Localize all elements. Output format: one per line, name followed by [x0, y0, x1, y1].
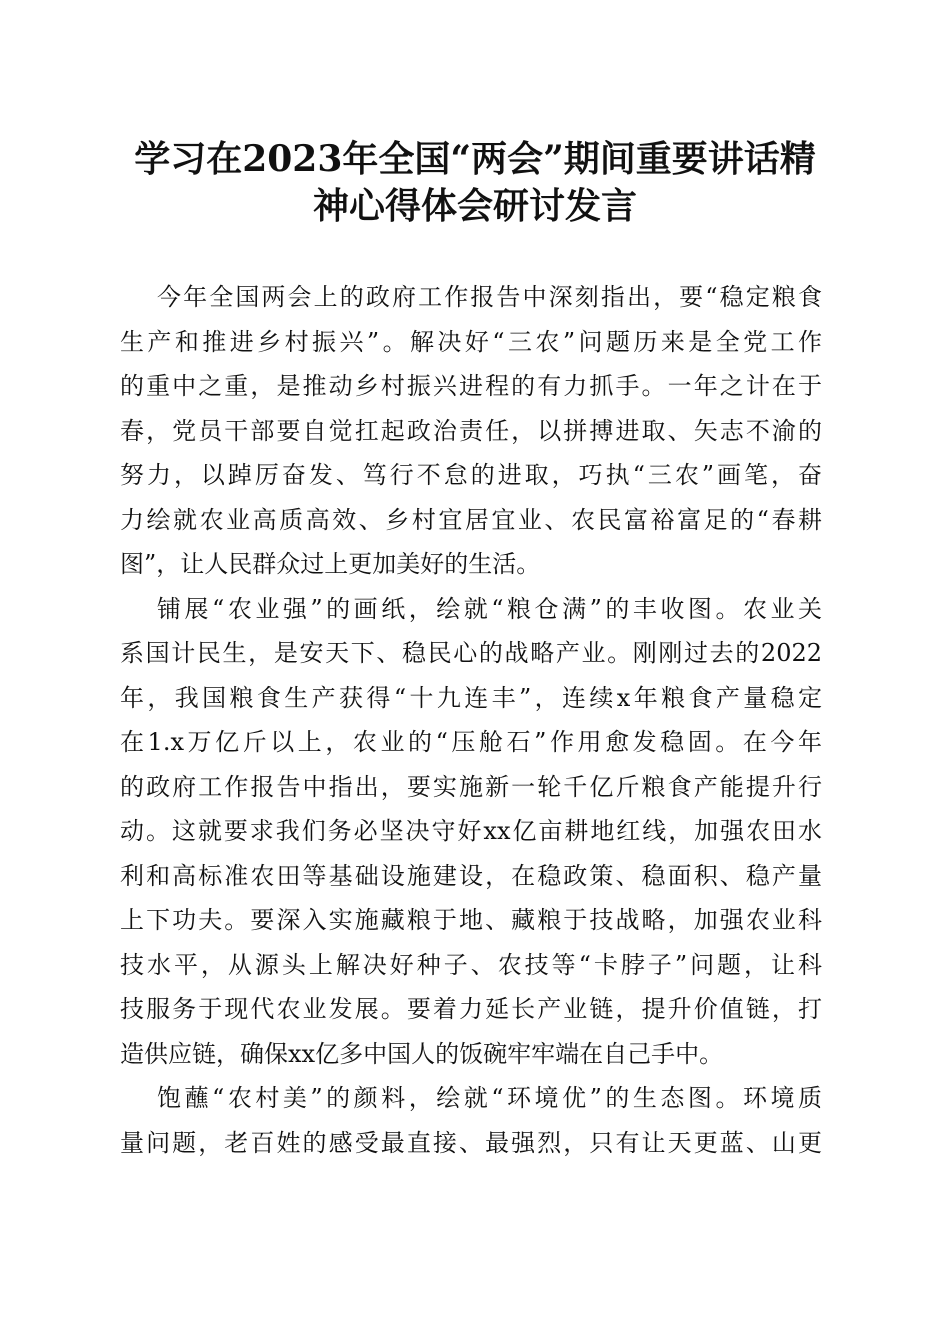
paragraph — [120, 275, 822, 587]
paragraph-line: 春，党员干部要自觉扛起政治责任，以拼搏进取、矢志不渝的 — [120, 416, 822, 445]
paragraph-line: 量问题，老百姓的感受最直接、最强烈，只有让天更蓝、山更 — [120, 1128, 822, 1157]
paragraph-line: 在1.x万亿斤以上，农业的“压舱石”作用愈发稳固。在今年 — [120, 728, 822, 756]
title-line: 学习在2023年全国“两会”期间重要讲话精 — [134, 138, 816, 180]
paragraph-line: 图”，让人民群众过上更加美好的生活。 — [120, 550, 541, 578]
paragraph-line: 生产和推进乡村振兴”。解决好“三农”问题历来是全党工作 — [120, 327, 822, 356]
paragraph-line: 上下功夫。要深入实施藏粮于地、藏粮于技战略，加强农业科 — [120, 906, 822, 934]
paragraph-line: 技服务于现代农业发展。要着力延长产业链，提升价值链，打 — [120, 995, 822, 1023]
paragraph-line: 的重中之重，是推动乡村振兴进程的有力抓手。一年之计在于 — [120, 372, 822, 400]
paragraph-line: 铺展“农业强”的画纸，绘就“粮仓满”的丰收图。农业关 — [157, 594, 822, 623]
paragraph-line: 系国计民生，是安天下、稳民心的战略产业。刚刚过去的2022 — [120, 639, 822, 667]
paragraph-line: 造供应链，确保xx亿多中国人的饭碗牢牢端在自己手中。 — [120, 1039, 724, 1068]
paragraph-line: 今年全国两会上的政府工作报告中深刻指出，要“稳定粮食 — [157, 283, 822, 311]
paragraph-line: 年，我国粮食生产获得“十九连丰”，连续x年粮食产量稳定 — [120, 683, 822, 712]
paragraph-line: 力绘就农业高质高效、乡村宜居宜业、农民富裕富足的“春耕 — [120, 505, 822, 534]
paragraph-line: 饱蘸“农村美”的颜料，绘就“环境优”的生态图。环境质 — [157, 1084, 822, 1112]
title-line: 神心得体会研讨发言 — [312, 185, 637, 227]
paragraph — [120, 587, 822, 1077]
paragraph-line: 技水平，从源头上解决好种子、农技等“卡脖子”问题，让科 — [120, 950, 822, 979]
paragraph-line: 动。这就要求我们务必坚决守好xx亿亩耕地红线，加强农田水 — [120, 817, 822, 845]
paragraph-line: 努力，以踔厉奋发、笃行不怠的进取，巧执“三农”画笔，奋 — [120, 461, 822, 489]
document-title — [0, 136, 950, 230]
paragraph — [120, 1076, 822, 1165]
document-body — [120, 275, 822, 1165]
paragraph-line: 的政府工作报告中指出，要实施新一轮千亿斤粮食产能提升行 — [120, 772, 822, 801]
paragraph-line: 利和高标准农田等基础设施建设，在稳政策、稳面积、稳产量 — [120, 861, 822, 890]
